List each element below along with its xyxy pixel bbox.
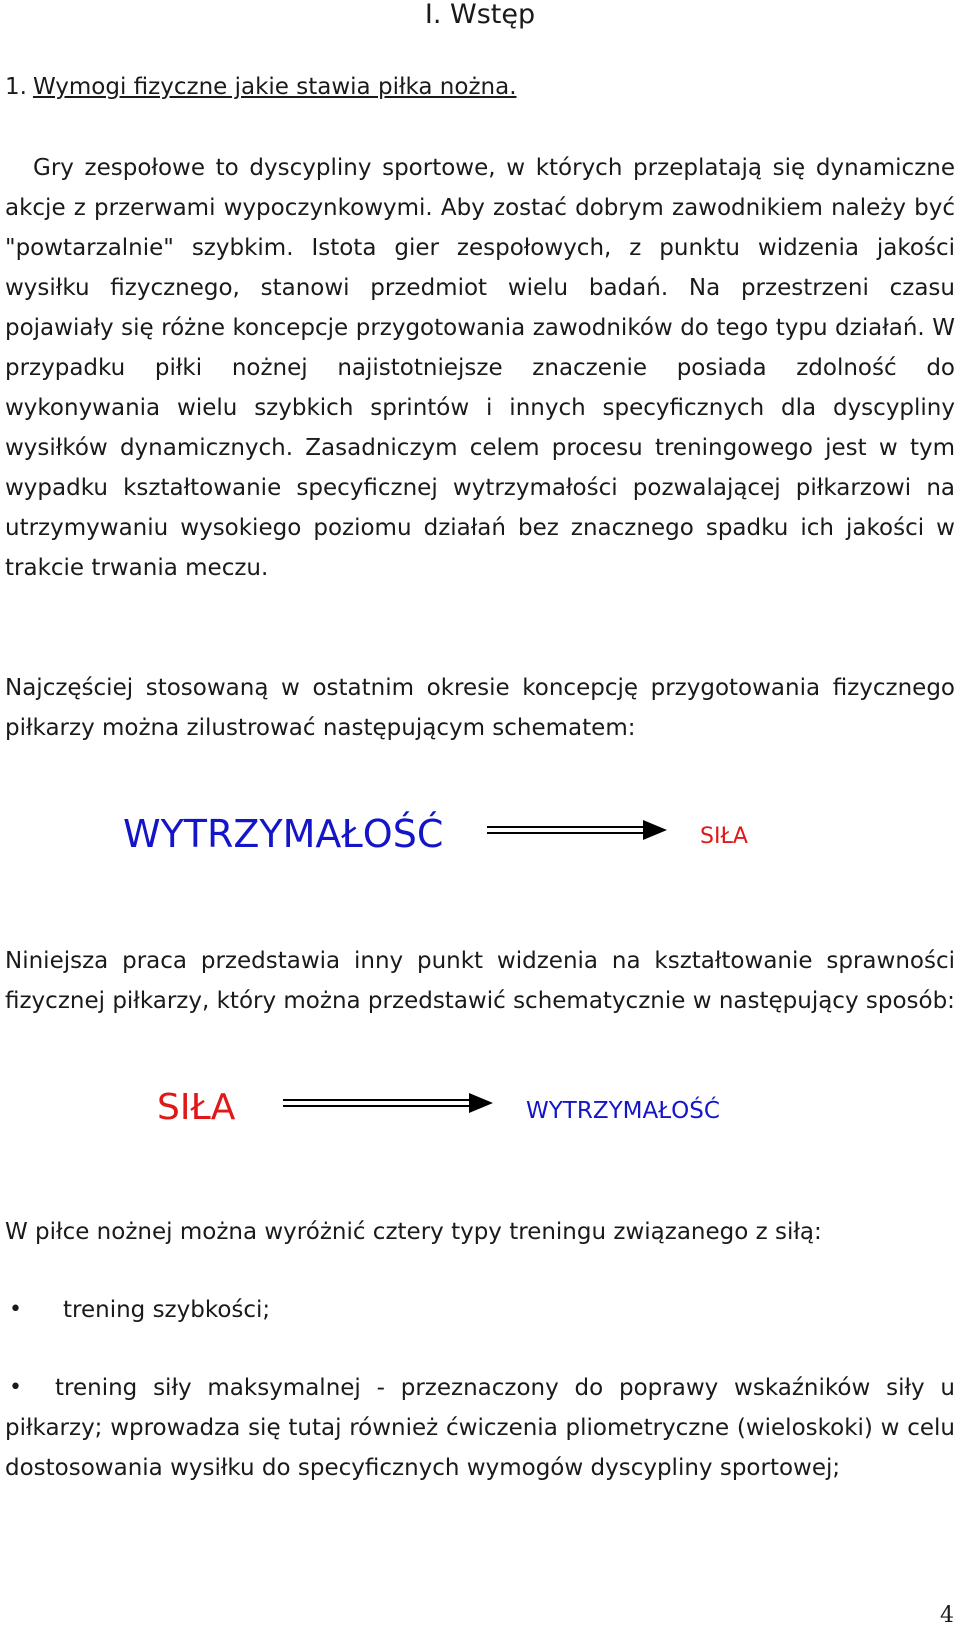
page-number: 4: [940, 1603, 954, 1628]
list-item-text: trening szybkości;: [63, 1297, 271, 1323]
section-number: 1.: [5, 74, 27, 100]
list-item: [5, 1290, 955, 1330]
paragraph-common-concept: Najczęściej stosowaną w ostatnim okresie koncepcję przygotowania fizycznego piłkarzy można zilustrować następującym schematem:: [5, 675, 955, 741]
paragraph-intro: Gry zespołowe to dyscypliny sportowe, w których przeplatają się dynamiczne akcje z przerwami wypoczynkowymi. Aby zostać dobrym zawodnikiem należy być "powtarzalnie" szybkim. Istota gier zespołowych, z punktu widzenia jakości wysiłku fizycznego, stanowi przedmiot wielu badań. Na przestrzeni czasu pojawiały się różne koncepcje przygotowania zawodników do tego typu działań. W przypadku piłki nożnej najistotniejsze znaczenie posiada zdolność do wykonywania wielu szybkich sprintów i innych specyficznych dla dyscypliny wysiłków dynamicznych. Zasadniczym celem procesu treningowego jest w tym wypadku kształtowanie specyficznej wytrzymałości pozwalającej piłkarzowi na utrzymywaniu wysokiego poziomu działań bez znacznego spadku ich jakości w trakcie trwania meczu.: [5, 155, 955, 581]
schema-term-strength: SIŁA: [157, 1087, 236, 1128]
paragraph-training-types: W piłce nożnej można wyróżnić cztery typy treningu związanego z siłą:: [5, 1219, 822, 1245]
schema-term-endurance: WYTRZYMAŁOŚĆ: [526, 1098, 720, 1124]
double-arrow-icon: [487, 819, 667, 843]
schema-term-strength: SIŁA: [700, 824, 748, 849]
chapter-title: I. Wstęp: [424, 0, 536, 30]
list-item-text: trening siły maksymalnej - przeznaczony do poprawy wskaźników siły u piłkarzy; wprowadza się tutaj również ćwiczenia pliometryczne (wieloskoki) w celu dostosowania wysiłku do specyficznych wymogów dyscypliny sportowej;: [5, 1375, 955, 1481]
bullet-icon: •: [9, 1297, 22, 1322]
schema-term-endurance: WYTRZYMAŁOŚĆ: [123, 812, 444, 856]
schema-endurance-to-strength: [5, 805, 955, 885]
double-arrow-icon: [283, 1092, 493, 1116]
section-title: Wymogi fizyczne jakie stawia piłka nożna.: [32, 74, 517, 100]
section-heading: [5, 72, 517, 102]
schema-strength-to-endurance: [5, 1078, 955, 1158]
list-item: [5, 1368, 955, 1488]
paragraph-alternative-view: Niniejsza praca przedstawia inny punkt widzenia na kształtowanie sprawności fizycznej piłkarzy, który można przedstawić schematycznie w następujący sposób:: [5, 948, 955, 1014]
bullet-icon: •: [9, 1375, 22, 1400]
